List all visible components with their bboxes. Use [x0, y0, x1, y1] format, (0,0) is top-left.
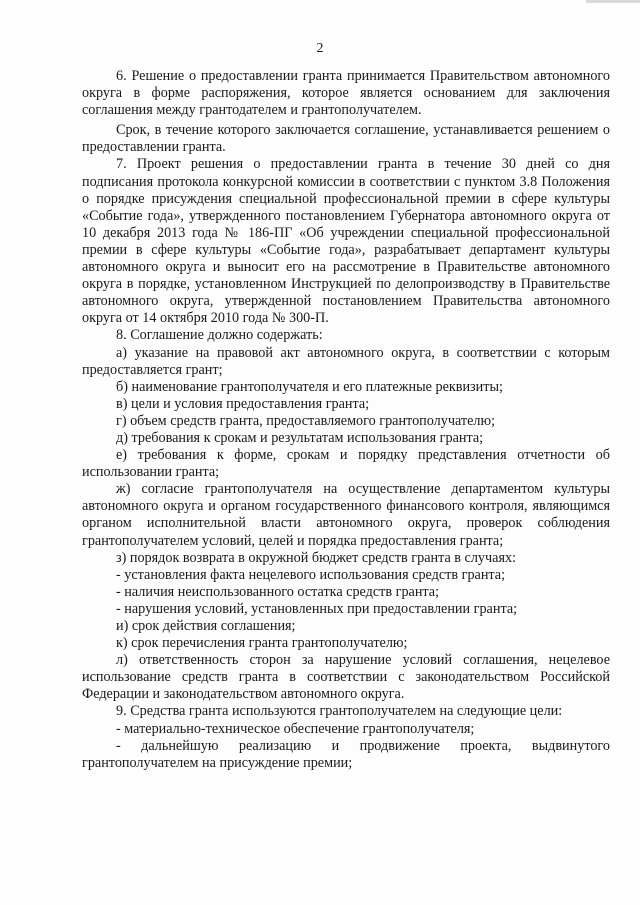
paragraph-9-purposes: 9. Средства гранта используются грантополучателем на следующие цели:	[116, 703, 563, 720]
sub-item-promotion: - дальнейшую реализацию и продвижение проекта, выдвинутого грантополучателем на присуждение премии;	[82, 737, 610, 771]
paragraph-term: Срок, в течение которого заключается соглашение, устанавливается решением о предоставлении гранта.	[82, 122, 610, 156]
paragraph-8-agreement: 8. Соглашение должно содержать:	[116, 327, 323, 344]
list-item-v: в) цели и условия предоставления гранта;	[116, 395, 370, 412]
page-number: 2	[316, 41, 324, 56]
list-item-zh: ж) согласие грантополучателя на осуществление департаментом культуры автономного округа и органом государственного финансового контроля, являющимся органом исполнительной власти автономного округа, проверок соблюдения грантополучателем условий, целей и порядка предоставления гранта;	[82, 481, 610, 549]
list-item-d: д) требования к срокам и результатам использования гранта;	[116, 429, 484, 446]
sub-item-material: - материально-техническое обеспечение грантополучателя;	[116, 720, 475, 737]
sub-item-violation: - нарушения условий, установленных при предоставлении гранта;	[116, 600, 518, 617]
document-body	[82, 68, 610, 772]
list-item-l: л) ответственность сторон за нарушение условий соглашения, нецелевое использование средств гранта в соответствии с законодательством Российской Федерации и законодательством автономного округа.	[82, 652, 610, 703]
list-item-k: к) срок перечисления гранта грантополучателю;	[116, 635, 408, 652]
scan-edge-mark	[586, 0, 640, 3]
list-item-b: б) наименование грантополучателя и его платежные реквизиты;	[116, 378, 503, 395]
paragraph-7-draft: 7. Проект решения о предоставлении гранта в течение 30 дней со дня подписания протокола конкурсной комиссии в соответствии с пунктом 3.8 Положения о порядке присуждения специальной профессиональной премии в сфере культуры «Событие года», утвержденного постановлением Губернатора автономного округа от 10 декабря 2013 года № 186-ПГ «Об учреждении специальной профессиональной премии в сфере культуры «Событие года», разрабатывает департамент культуры автономного округа и выносит его на рассмотрение в Правительстве автономного округа в порядке, установленном Инструкцией по делопроизводству в Правительстве автономного округа, утвержденной постановлением Правительства автономного округа от 14 октября 2010 года № 300-П.	[82, 156, 610, 327]
sub-item-misuse: - установления факта нецелевого использования средств гранта;	[116, 566, 506, 583]
list-item-z: з) порядок возврата в окружной бюджет средств гранта в случаях:	[116, 549, 517, 566]
paragraph-6-decision: 6. Решение о предоставлении гранта принимается Правительством автономного округа в форме распоряжения, которое является основанием для заключения соглашения между грантодателем и грантополучателем.	[82, 68, 610, 119]
list-item-g: г) объем средств гранта, предоставляемого грантополучателю;	[116, 412, 496, 429]
list-item-e: е) требования к форме, срокам и порядку представления отчетности об использовании гранта;	[82, 447, 610, 481]
list-item-i: и) срок действия соглашения;	[116, 618, 296, 634]
sub-item-unused: - наличия неиспользованного остатка средств гранта;	[116, 583, 440, 600]
list-item-a: а) указание на правовой акт автономного округа, в соответствии с которым предоставляется грант;	[82, 344, 610, 378]
